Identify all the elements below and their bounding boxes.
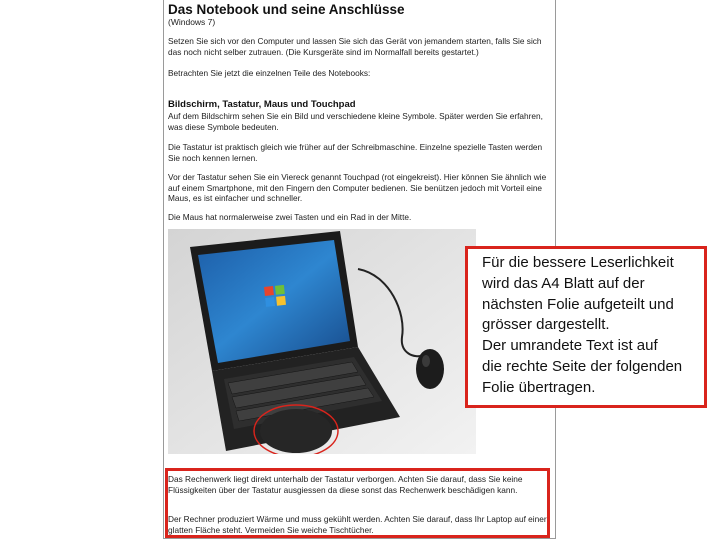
readability-note: [465, 246, 707, 408]
section-paragraph-3: Vor der Tastatur sehen Sie ein Viereck genannt Touchpad (rot eingekreist). Hier können Sie ähnlich wie auf einem Smartphone, mit den Fingern den Computer bedienen. Sie benützen jedoch mit Vorteil eine Maus, es ist einfacher und schneller.: [168, 172, 547, 204]
section-heading: Bildschirm, Tastatur, Maus und Touchpad: [168, 99, 356, 110]
note-line-1: Für die bessere Leserlichkeit: [482, 254, 674, 271]
intro-paragraph-1: Setzen Sie sich vor den Computer und lassen Sie sich das Gerät von jemandem starten, falls Sie sich das noch nicht selber zutrauen. (Die Kursgeräte sind im Normalfall bereits gestartet.): [168, 36, 542, 57]
intro-paragraph-2: Betrachten Sie jetzt die einzelnen Teile des Notebooks:: [168, 68, 371, 78]
boxed-paragraph-2: Der Rechner produziert Wärme und muss gekühlt werden. Achten Sie darauf, dass Ihr Laptop auf einer glatten Fläche steht. Vermeiden Sie weiche Tischtücher.: [168, 514, 547, 535]
section-paragraph-1: Auf dem Bildschirm sehen Sie ein Bild und verschiedene kleine Symbole. Später werden Sie erfahren, was diese Symbole bedeuten.: [168, 111, 543, 132]
note-line-6: die rechte Seite der folgenden: [482, 357, 683, 375]
note-line-5: Der umrandete Text ist auf: [482, 337, 658, 355]
document-title: Das Notebook und seine Anschlüsse: [168, 2, 405, 17]
document-subtitle: (Windows 7): [168, 17, 216, 27]
boxed-paragraph-1: Das Rechenwerk liegt direkt unterhalb der Tastatur verborgen. Achten Sie darauf, dass Sie keine Flüssigkeiten über der Tastatur ausgiessen da diese sonst das Rechenwerk beschädigen kann.: [168, 474, 523, 495]
note-line-3: nächsten Folie aufgeteilt und: [482, 295, 674, 313]
notebook-photo: [168, 229, 476, 454]
section-paragraph-4: Die Maus hat normalerweise zwei Tasten und ein Rad in der Mitte.: [168, 212, 412, 222]
note-line-2: wird das A4 Blatt auf der: [482, 274, 645, 292]
note-line-7: Folie übertragen.: [482, 378, 596, 396]
section-paragraph-2: Die Tastatur ist praktisch gleich wie früher auf der Schreibmaschine. Einzelne spezielle Tasten werden Sie noch kennen lernen.: [168, 142, 543, 163]
note-line-4: grösser dargestellt.: [482, 316, 610, 334]
